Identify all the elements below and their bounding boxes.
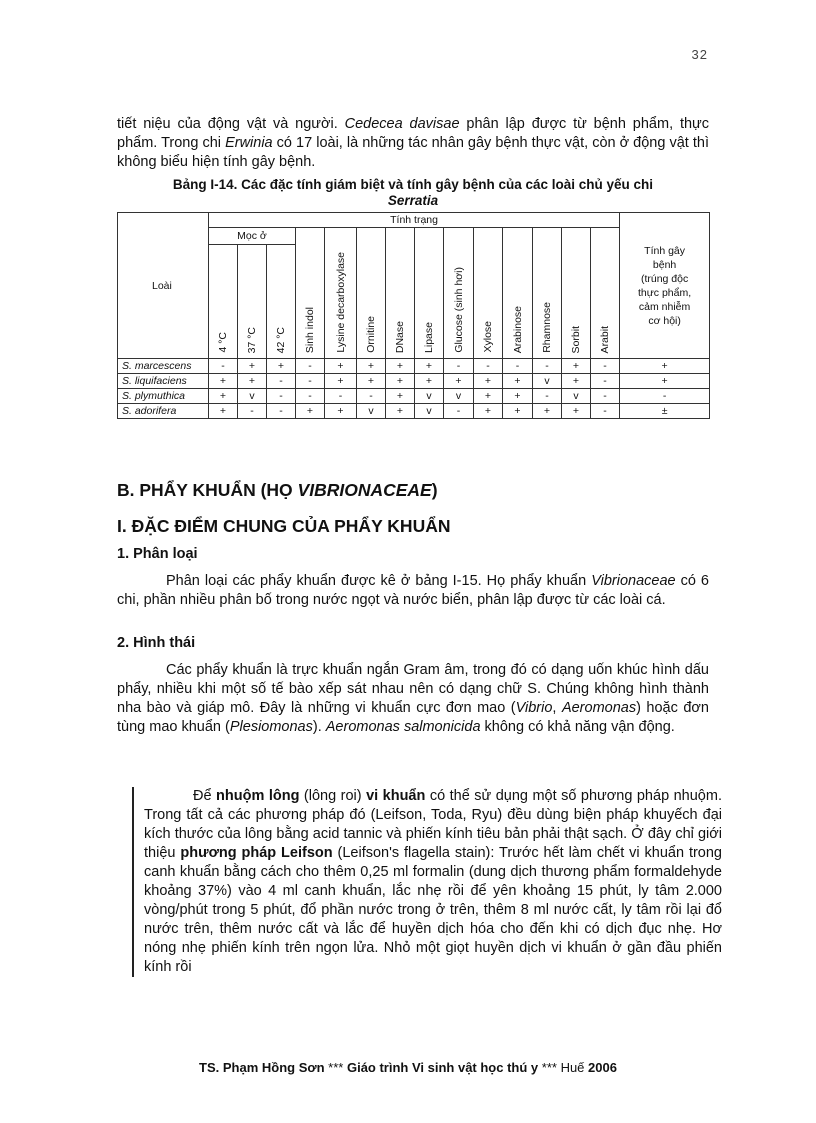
table-cell: -	[296, 389, 325, 404]
table-cell: -	[357, 389, 386, 404]
content-top	[117, 115, 709, 419]
column-header: Xylose	[474, 228, 503, 359]
table-cell: +	[386, 374, 415, 389]
table-cell: +	[209, 404, 238, 419]
table-row	[118, 374, 710, 389]
table-cell: +	[325, 359, 357, 374]
column-header: Ornitine	[357, 228, 386, 359]
table-cell: +	[386, 359, 415, 374]
table-cell: +	[562, 359, 591, 374]
table-cell: +	[503, 404, 533, 419]
table-cell: +	[238, 374, 267, 389]
table-cell: +	[415, 374, 444, 389]
column-header: Sorbit	[562, 228, 591, 359]
table-cell: +	[474, 374, 503, 389]
column-header: Sinh indol	[296, 228, 325, 359]
table-cell: -	[444, 359, 474, 374]
table-cell: -	[238, 404, 267, 419]
leifson-method-box	[132, 787, 722, 977]
paragraph-hinh-thai: Các phẩy khuẩn là trực khuẩn ngắn Gram âm, trong đó có dạng uốn khúc hình dấu phẩy, nhiều khi một số tế bào xếp sát nhau nên có dạng chữ S. Chúng không hình thành nha bào và giáp mô. Đây là những vi khuẩn cực đơn mao (Vibrio, Aeromonas) hoặc đơn tùng mao khuẩn (Plesiomonas). Aeromonas salmonicida không có khả năng vận động.	[117, 662, 709, 735]
table-cell: +	[325, 374, 357, 389]
table-cell: +	[474, 404, 503, 419]
table-cell: -	[267, 404, 296, 419]
table-cell: v	[238, 389, 267, 404]
column-header: 42 °C	[267, 245, 296, 359]
subsection-phan-loai: 1. Phân loại	[117, 546, 198, 562]
section-b-heading: B. PHẨY KHUẨN (HỌ VIBRIONACEAE)	[117, 480, 438, 500]
species-name: S. marcescens	[118, 359, 209, 374]
table-cell: +	[386, 404, 415, 419]
table-cell: -	[444, 404, 474, 419]
column-header: Lysine decarboxylase	[325, 228, 357, 359]
column-header: Arabit	[591, 228, 620, 359]
table-cell: +	[415, 359, 444, 374]
page-number: 32	[691, 47, 708, 62]
species-name: S. liquifaciens	[118, 374, 209, 389]
table-cell: -	[267, 374, 296, 389]
table-cell: -	[296, 374, 325, 389]
table-cell: +	[474, 389, 503, 404]
table-cell: -	[591, 359, 620, 374]
pathogenicity-cell: +	[620, 359, 710, 374]
pathogenicity-cell: ±	[620, 404, 710, 419]
table-cell: -	[591, 374, 620, 389]
table-cell: -	[296, 359, 325, 374]
tinh-trang-header: Tính trạng	[209, 213, 620, 228]
table-cell: v	[415, 404, 444, 419]
species-name: S. adorifera	[118, 404, 209, 419]
table-row	[118, 389, 710, 404]
table-cell: +	[562, 374, 591, 389]
column-header: 4 °C	[209, 245, 238, 359]
paragraph-phan-loai: Phân loại các phẩy khuẩn được kê ở bảng I-15. Họ phẩy khuẩn Vibrionaceae có 6 chi, phần nhiều phân bố trong nước ngọt và nước biển, phân lập được từ các loài cá.	[117, 573, 709, 608]
pathogenicity-cell: -	[620, 389, 710, 404]
table-cell: -	[533, 389, 562, 404]
pathogenicity-header: Tính gây bệnh (trúng độc thực phẩm, cảm nhiễm cơ hội)	[620, 213, 710, 359]
table-cell: -	[267, 389, 296, 404]
table-cell: +	[503, 374, 533, 389]
table-cell: v	[562, 389, 591, 404]
column-header: 37 °C	[238, 245, 267, 359]
table-cell: +	[325, 404, 357, 419]
table-cell: v	[444, 389, 474, 404]
table-cell: +	[533, 404, 562, 419]
table-cell: +	[386, 389, 415, 404]
table-cell: -	[591, 389, 620, 404]
loai-header: Loài	[118, 213, 209, 359]
table-cell: -	[591, 404, 620, 419]
column-header: Glucose (sinh hơi)	[444, 228, 474, 359]
species-name: S. plymuthica	[118, 389, 209, 404]
section-i-heading: I. ĐẶC ĐIỂM CHUNG CỦA PHẨY KHUẨN	[117, 516, 451, 536]
table-row	[118, 404, 710, 419]
table-cell: v	[357, 404, 386, 419]
box-paragraph: Để nhuộm lông (lông roi) vi khuẩn có thể sử dụng một số phương pháp nhuộm. Trong tất cả các phương pháp đó (Leifson, Toda, Ryu) đều dùng biện pháp khuyếch đại kích thước của lông bằng acid tannic và phiến kính tiêu bản phải thật sạch. Ở đây chỉ giới thiệu phương pháp Leifson (Leifson's flagella stain): Trước hết làm chết vi khuẩn trong canh khuẩn bằng cách cho thêm 0,25 ml formalin (dung dịch thương phẩm formaldehyde khoảng 37%) vào 4 ml canh khuẩn, lắc nhẹ rồi để yên khoảng 15 phút, ly tâm 2.000 vòng/phút trong 5 phút, đổ phần nước trong ở trên, thêm 8 ml nước cất, ly tâm rồi lại đổ nước trên, thêm nước cất và lắc để huyền dịch hóa cho đến khi có dịch đục nhẹ. Hơ nóng nhẹ phiến kính trên ngọn lửa. Nhỏ một giọt huyền dịch vi khuẩn ở gần đầu phiến kính rồi	[144, 788, 722, 975]
table-cell: v	[415, 389, 444, 404]
table-cell: v	[533, 374, 562, 389]
table-cell: +	[209, 389, 238, 404]
footer: TS. Phạm Hồng Sơn *** Giáo trình Vi sinh vật học thú y *** Huế 2006	[199, 1060, 617, 1075]
pathogenicity-cell: +	[620, 374, 710, 389]
table-caption: Bảng I-14. Các đặc tính giám biệt và tính gây bệnh của các loài chủ yếu chi Serratia	[172, 177, 654, 208]
subsection-hinh-thai: 2. Hình thái	[117, 635, 196, 651]
table-cell: -	[209, 359, 238, 374]
table-cell: +	[238, 359, 267, 374]
table-cell: +	[357, 359, 386, 374]
table-cell: +	[209, 374, 238, 389]
moc-o-header: Mọc ở	[209, 228, 296, 245]
column-header: Arabinose	[503, 228, 533, 359]
serratia-table	[117, 212, 710, 419]
table-cell: +	[562, 404, 591, 419]
table-row	[118, 359, 710, 374]
table-body	[118, 359, 710, 419]
table-cell: -	[533, 359, 562, 374]
table-cell: -	[474, 359, 503, 374]
column-header: Rhamnose	[533, 228, 562, 359]
table-cell: -	[503, 359, 533, 374]
table-cell: +	[296, 404, 325, 419]
table-cell: +	[267, 359, 296, 374]
column-header: DNase	[386, 228, 415, 359]
table-cell: +	[444, 374, 474, 389]
table-cell: +	[357, 374, 386, 389]
table-cell: +	[503, 389, 533, 404]
table-cell: -	[325, 389, 357, 404]
intro-paragraph: tiết niệu của động vật và người. Cedecea davisae phân lập được từ bệnh phẩm, thực phẩm. Trong chi Erwinia có 17 loài, là những tác nhân gây bệnh thực vật, còn ở động vật thì không biểu hiện tính gây bệnh.	[117, 116, 710, 170]
column-header: Lipase	[415, 228, 444, 359]
